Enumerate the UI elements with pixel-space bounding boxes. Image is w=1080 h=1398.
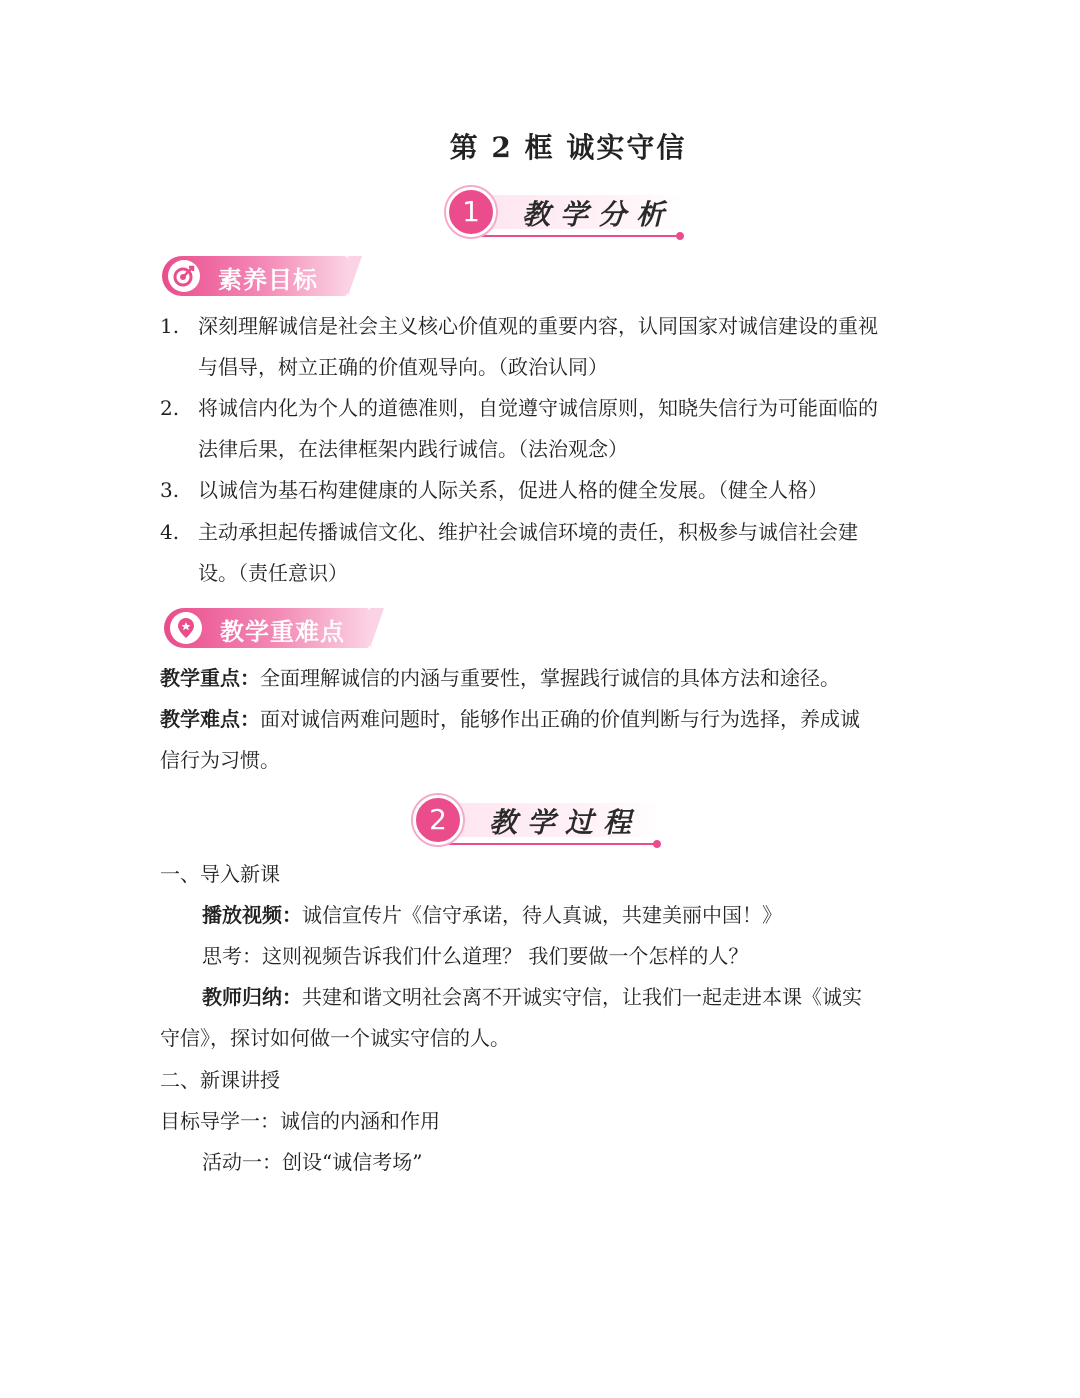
- difficulty-text-cont: 信行为习惯。: [160, 748, 280, 772]
- focus-text: 全面理解诚信的内涵与重要性，掌握践行诚信的具体方法和途径。: [260, 666, 840, 690]
- keypoints-heading: 教学重难点: [220, 618, 345, 646]
- banner-underline: [476, 235, 676, 237]
- goal-line: 主动承担起传播诚信文化、维护社会诚信环境的责任，积极参与诚信社会建: [198, 520, 858, 544]
- goals-banner: [162, 256, 362, 296]
- think-paragraph: 思考：这则视频告诉我们什么道理？ 我们要做一个怎样的人？: [202, 944, 749, 968]
- goal-number: 3.: [160, 478, 180, 502]
- summary-text-cont: 守信》，探讨如何做一个诚实守信的人。: [160, 1026, 510, 1050]
- section-banner-analysis: [446, 187, 686, 241]
- keypoints-banner: [164, 608, 394, 648]
- goal-number: 4.: [160, 520, 180, 544]
- section-label: 教学过程: [489, 806, 642, 839]
- summary-label: 教师归纳：: [202, 985, 302, 1009]
- section-banner-process: [413, 795, 663, 849]
- section-number-badge: 2: [413, 795, 463, 845]
- difficulty-text: 面对诚信两难问题时，能够作出正确的价值判断与行为选择，养成诚: [260, 707, 860, 731]
- section-label: 教学分析: [522, 198, 675, 231]
- location-pin-icon: [170, 612, 202, 644]
- goal-number: 1.: [160, 314, 180, 338]
- goal-line: 法律后果，在法律框架内践行诚信。（法治观念）: [198, 437, 628, 461]
- goal-text: [198, 306, 938, 388]
- focus-paragraph: [160, 658, 940, 699]
- goal-line: 深刻理解诚信是社会主义核心价值观的重要内容，认同国家对诚信建设的重视: [198, 314, 878, 338]
- video-label: 播放视频：: [202, 903, 302, 927]
- lesson-title: 第 2 框 诚实守信: [449, 131, 687, 164]
- banner-dot: [653, 840, 661, 848]
- goals-heading: 素养目标: [218, 266, 318, 294]
- goal-line: 与倡导，树立正确的价值观导向。（政治认同）: [198, 355, 608, 379]
- video-text: 诚信宣传片《信守承诺，待人真诚，共建美丽中国！》: [302, 903, 782, 927]
- new-lesson-heading: 二、新课讲授: [160, 1068, 280, 1092]
- goal-text: [198, 512, 938, 594]
- activity1-heading: 活动一：创设“诚信考场”: [202, 1150, 423, 1174]
- difficulty-paragraph: [160, 699, 940, 781]
- goal-line: 设。（责任意识）: [198, 561, 348, 585]
- goal-number: 2.: [160, 396, 180, 420]
- goal-text: [198, 388, 938, 470]
- summary-text: 共建和谐文明社会离不开诚实守信，让我们一起走进本课《诚实: [302, 985, 862, 1009]
- video-paragraph: [202, 895, 962, 936]
- banner-dot: [676, 232, 684, 240]
- target-icon: [168, 260, 200, 292]
- difficulty-label: 教学难点：: [160, 707, 260, 731]
- section-number-badge: 1: [446, 187, 496, 237]
- banner-underline: [443, 843, 655, 845]
- goal-line: 以诚信为基石构建健康的人际关系，促进人格的健全发展。（健全人格）: [198, 478, 828, 502]
- goal-text: [198, 470, 938, 511]
- goal-line: 将诚信内化为个人的道德准则，自觉遵守诚信原则，知晓失信行为可能面临的: [198, 396, 878, 420]
- summary-paragraph: [160, 977, 940, 1059]
- intro-heading: 一、导入新课: [160, 862, 280, 886]
- goal1-heading: 目标导学一：诚信的内涵和作用: [160, 1109, 440, 1133]
- focus-label: 教学重点：: [160, 666, 260, 690]
